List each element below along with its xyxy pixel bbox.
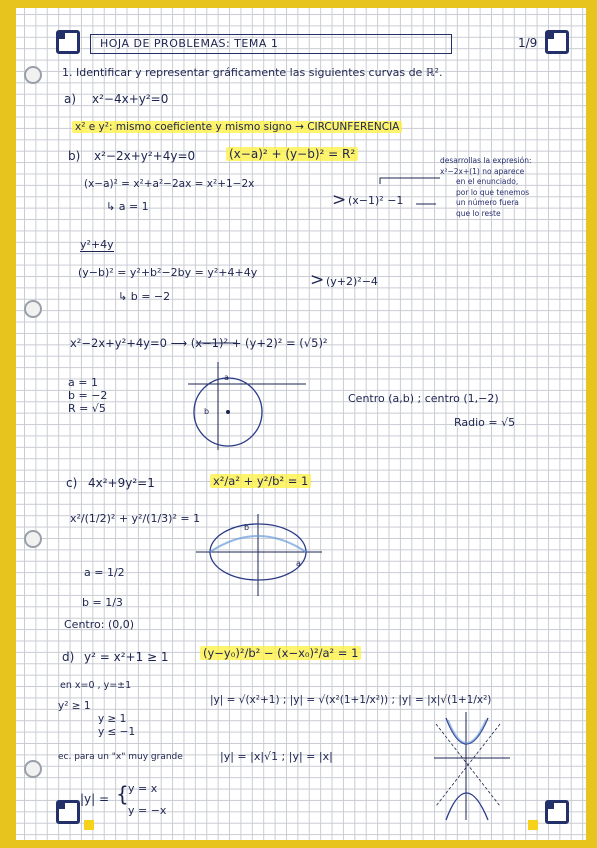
page-number: 1/9 — [518, 36, 538, 50]
part-c-label: c) — [66, 476, 78, 490]
a-value: ↳ a = 1 — [106, 200, 149, 213]
b-params: a = 1 b = −2 R = √5 — [68, 376, 108, 415]
d-cases: y = x y = −x — [128, 782, 167, 817]
page-title: HOJA DE PROBLEMAS: TEMA 1 — [100, 37, 279, 50]
part-b-equation: x²−2x+y²+4y=0 — [94, 149, 196, 163]
x-complete-square: (x−1)² −1 — [348, 194, 404, 207]
d-inequalities: y² ≥ 1 y ≥ 1 y ≤ −1 — [58, 700, 136, 738]
part-b-label: b) — [68, 149, 81, 163]
hyperbola-graph — [434, 712, 510, 820]
d-abs-steps: |y| = √(x²+1) ; |y| = √(x²(1+1/x²)) ; |y| = |x|√(1+1/x²) — [210, 694, 492, 706]
part-d-equation: y² = x²+1 ≥ 1 — [84, 650, 169, 664]
c-a-value: a = 1/2 — [84, 566, 125, 579]
circle-graph — [188, 362, 306, 450]
part-a-label: a) — [64, 92, 77, 106]
c-centre: Centro: (0,0) — [64, 618, 135, 631]
annotation-bracket — [380, 178, 440, 184]
brace-x: > — [332, 190, 347, 210]
circle-label-a: a — [224, 373, 229, 382]
circle-label-b: b — [204, 407, 210, 416]
d-cases-brace: { — [116, 782, 129, 806]
ellipse-rewritten: x²/(1/2)² + y²/(1/3)² = 1 — [70, 512, 201, 525]
part-d-label: d) — [62, 650, 75, 664]
circle-note: x² e y²: mismo coeficiente y mismo signo → CIRCUNFERENCIA — [72, 121, 402, 133]
part-a-equation: x²−4x+y²=0 — [92, 92, 169, 106]
ellipse-label-a: a — [296, 559, 301, 568]
d-cases-lead: |y| = — [80, 792, 110, 806]
d-x0: en x=0 , y=±1 — [60, 680, 132, 691]
b-centre: Centro (a,b) ; centro (1,−2) — [348, 392, 499, 405]
b-result: x²−2x+y²+4y=0 ⟶ (x−1)² + (y+2)² = (√5)² — [70, 336, 328, 350]
hyperbola-standard-form: (y−y₀)²/b² − (x−x₀)²/a² = 1 — [200, 646, 361, 660]
expand-y: (y−b)² = y²+b²−2by = y²+4+4y — [78, 266, 258, 279]
b-value: ↳ b = −2 — [118, 290, 171, 303]
y-terms: y²+4y — [80, 238, 114, 251]
brace-y: > — [310, 270, 325, 290]
b-radius: Radio = √5 — [454, 416, 516, 429]
completion-annotation: desarrollas la expresión: x²−2x+(1) no aparece en el enunciado, por lo que tenemos un número fuera que lo reste — [440, 156, 532, 218]
d-large-x: ec. para un "x" muy grande — [58, 752, 183, 762]
ellipse-standard-form: x²/a² + y²/b² = 1 — [210, 474, 311, 488]
ellipse-label-b: b — [244, 523, 250, 532]
d-large-x-result: |y| = |x|√1 ; |y| = |x| — [220, 750, 333, 763]
exercise-statement: 1. Identificar y representar gráficamente las siguientes curvas de ℝ². — [62, 66, 443, 79]
y-complete-square: (y+2)²−4 — [326, 275, 378, 288]
part-c-equation: 4x²+9y²=1 — [88, 476, 155, 490]
c-b-value: b = 1/3 — [82, 596, 123, 609]
expand-x: (x−a)² = x²+a²−2ax = x²+1−2x — [84, 178, 255, 190]
ellipse-graph — [196, 514, 322, 596]
circle-general-form: (x−a)² + (y−b)² = R² — [226, 147, 358, 161]
